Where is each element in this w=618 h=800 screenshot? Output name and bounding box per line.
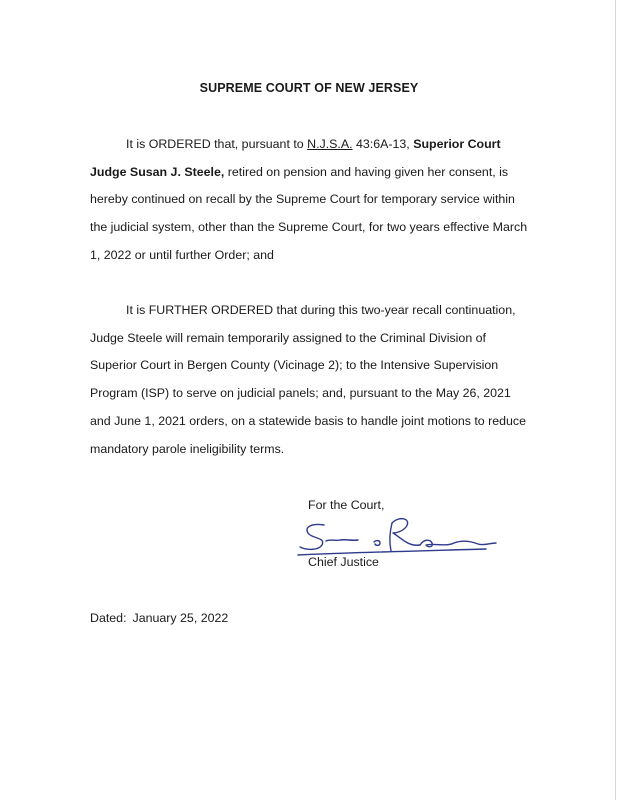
paragraph1-text-c: retired on pension and having given her consent, is hereby continued on recall by the Supreme Court for temporary service within the judicial system, other than the Supreme Court, for two years effective March 1, 2022 or until further Order; and bbox=[90, 164, 528, 262]
statute-reference: N.J.S.A. bbox=[307, 137, 353, 151]
dated-value: January 25, 2022 bbox=[132, 611, 229, 625]
paragraph1-text-b: 43:6A-13, bbox=[352, 137, 414, 151]
for-the-court-label: For the Court, bbox=[308, 498, 385, 512]
page-edge-line bbox=[615, 0, 616, 800]
dated-line bbox=[90, 611, 228, 625]
handwritten-signature bbox=[296, 513, 502, 561]
chief-justice-label: Chief Justice bbox=[308, 555, 379, 569]
judge-name: Superior Court Judge Susan J. Steele, bbox=[90, 137, 501, 179]
order-paragraph-2 bbox=[90, 297, 530, 463]
paragraph1-text-a: It is ORDERED that, pursuant to bbox=[126, 137, 308, 151]
order-paragraph-1 bbox=[90, 131, 530, 270]
paragraph2-text: It is FURTHER ORDERED that during this two-year recall continuation, Judge Steele will remain temporarily assigned to the Criminal Division of Superior Court in Bergen County (Vicinage 2); to the Intensive Supervision Program (ISP) to serve on judicial panels; and, pursuant to the May 26, 2021 and June 1, 2021 orders, on a statewide basis to handle joint motions to reduce mandatory parole ineligibility terms. bbox=[90, 303, 527, 456]
court-heading: SUPREME COURT OF NEW JERSEY bbox=[199, 81, 419, 95]
dated-label: Dated: bbox=[90, 611, 127, 625]
